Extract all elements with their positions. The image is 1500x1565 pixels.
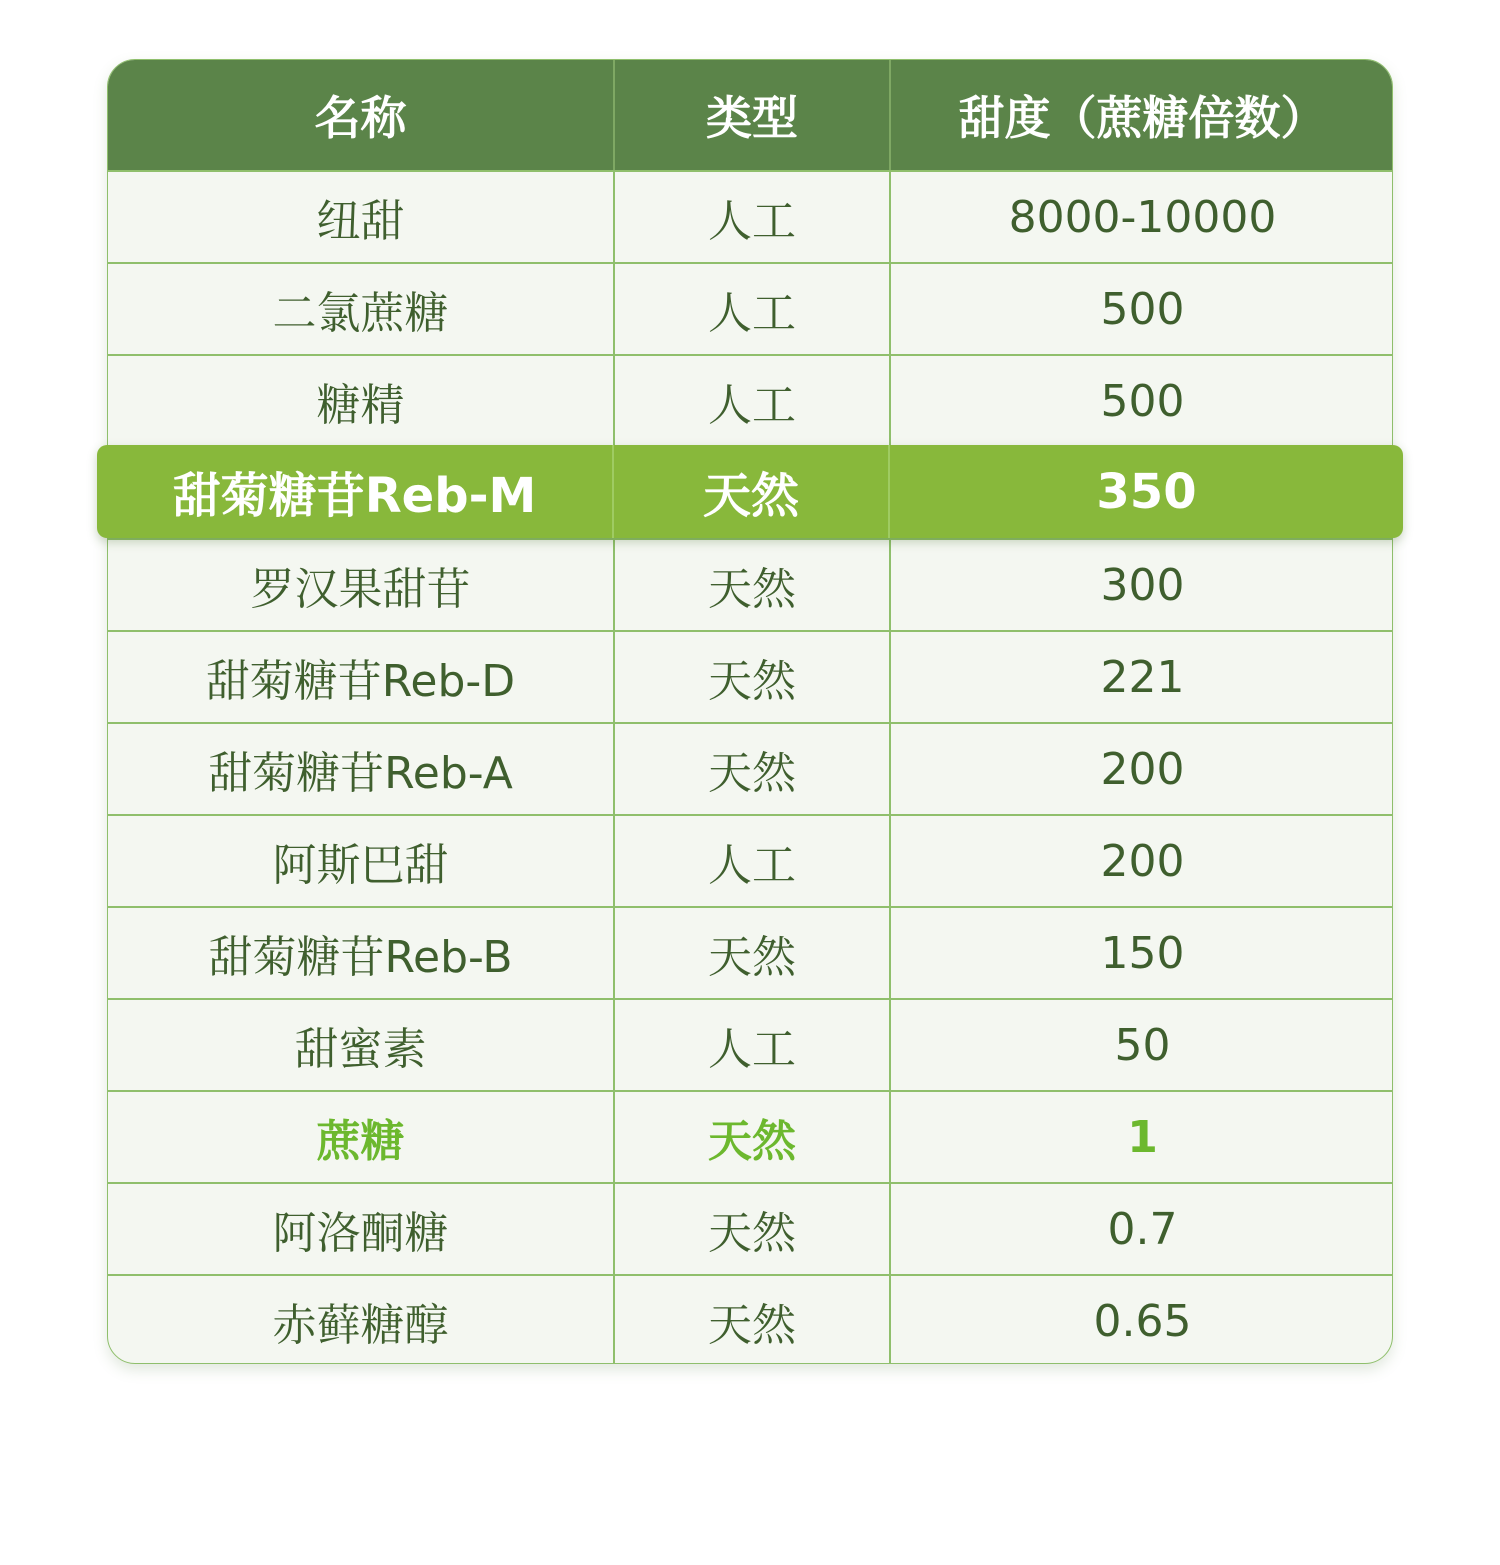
cell-type: 天然 [613,1184,889,1274]
cell-sweetness: 0.65 [889,1276,1393,1364]
table-row [108,722,1393,814]
table-row [108,538,1393,630]
cell-type: 人工 [613,172,889,262]
table-row [108,814,1393,906]
table-row [108,354,1393,446]
cell-sweetness: 500 [889,264,1393,354]
table-row [108,170,1393,262]
cell-name: 二氯蔗糖 [272,288,449,339]
cell-sweetness: 150 [889,908,1393,998]
cell-type: 天然 [613,908,889,998]
cell-sweetness: 1 [889,1092,1393,1182]
cell-name: 罗汉果甜苷 [250,564,471,615]
table-row [108,906,1393,998]
cell-name: 阿洛酮糖 [272,1208,449,1259]
cell-name: 阿斯巴甜 [272,840,449,891]
cell-type: 人工 [613,816,889,906]
cell-type: 人工 [613,264,889,354]
cell-name: 甜菊糖苷Reb-M [172,468,537,524]
cell-name: 赤藓糖醇 [272,1300,449,1351]
cell-sweetness: 8000-10000 [889,172,1393,262]
header-sweetness: 甜度（蔗糖倍数） [889,60,1393,170]
cell-type: 人工 [613,1000,889,1090]
sweetener-table [107,59,1393,1364]
cell-sweetness: 200 [889,724,1393,814]
cell-type: 天然 [613,724,889,814]
table-row [108,1274,1393,1364]
cell-name: 甜蜜素 [294,1024,427,1075]
cell-sweetness: 350 [888,445,1403,538]
table-row [108,1182,1393,1274]
cell-type: 天然 [612,445,888,538]
cell-type: 天然 [613,632,889,722]
cell-name: 甜菊糖苷Reb-A [208,748,513,799]
cell-sweetness: 200 [889,816,1393,906]
table-row-highlighted [97,445,1403,538]
cell-name: 纽甜 [316,196,405,247]
table-row [108,998,1393,1090]
table-row [108,630,1393,722]
cell-sweetness: 50 [889,1000,1393,1090]
cell-type: 天然 [613,1092,889,1182]
cell-type: 人工 [613,356,889,446]
cell-type: 天然 [613,540,889,630]
table-row [108,262,1393,354]
cell-sweetness: 500 [889,356,1393,446]
cell-type: 天然 [613,1276,889,1364]
cell-sweetness: 221 [889,632,1393,722]
cell-name: 糖精 [316,380,405,431]
cell-sweetness: 0.7 [889,1184,1393,1274]
header-name: 名称 [314,91,407,145]
header-type: 类型 [613,60,889,170]
table-header-row [108,60,1393,170]
cell-name: 甜菊糖苷Reb-B [208,932,513,983]
cell-name: 蔗糖 [316,1116,405,1167]
table-row-reference [108,1090,1393,1182]
cell-name: 甜菊糖苷Reb-D [205,656,516,707]
cell-sweetness: 300 [889,540,1393,630]
